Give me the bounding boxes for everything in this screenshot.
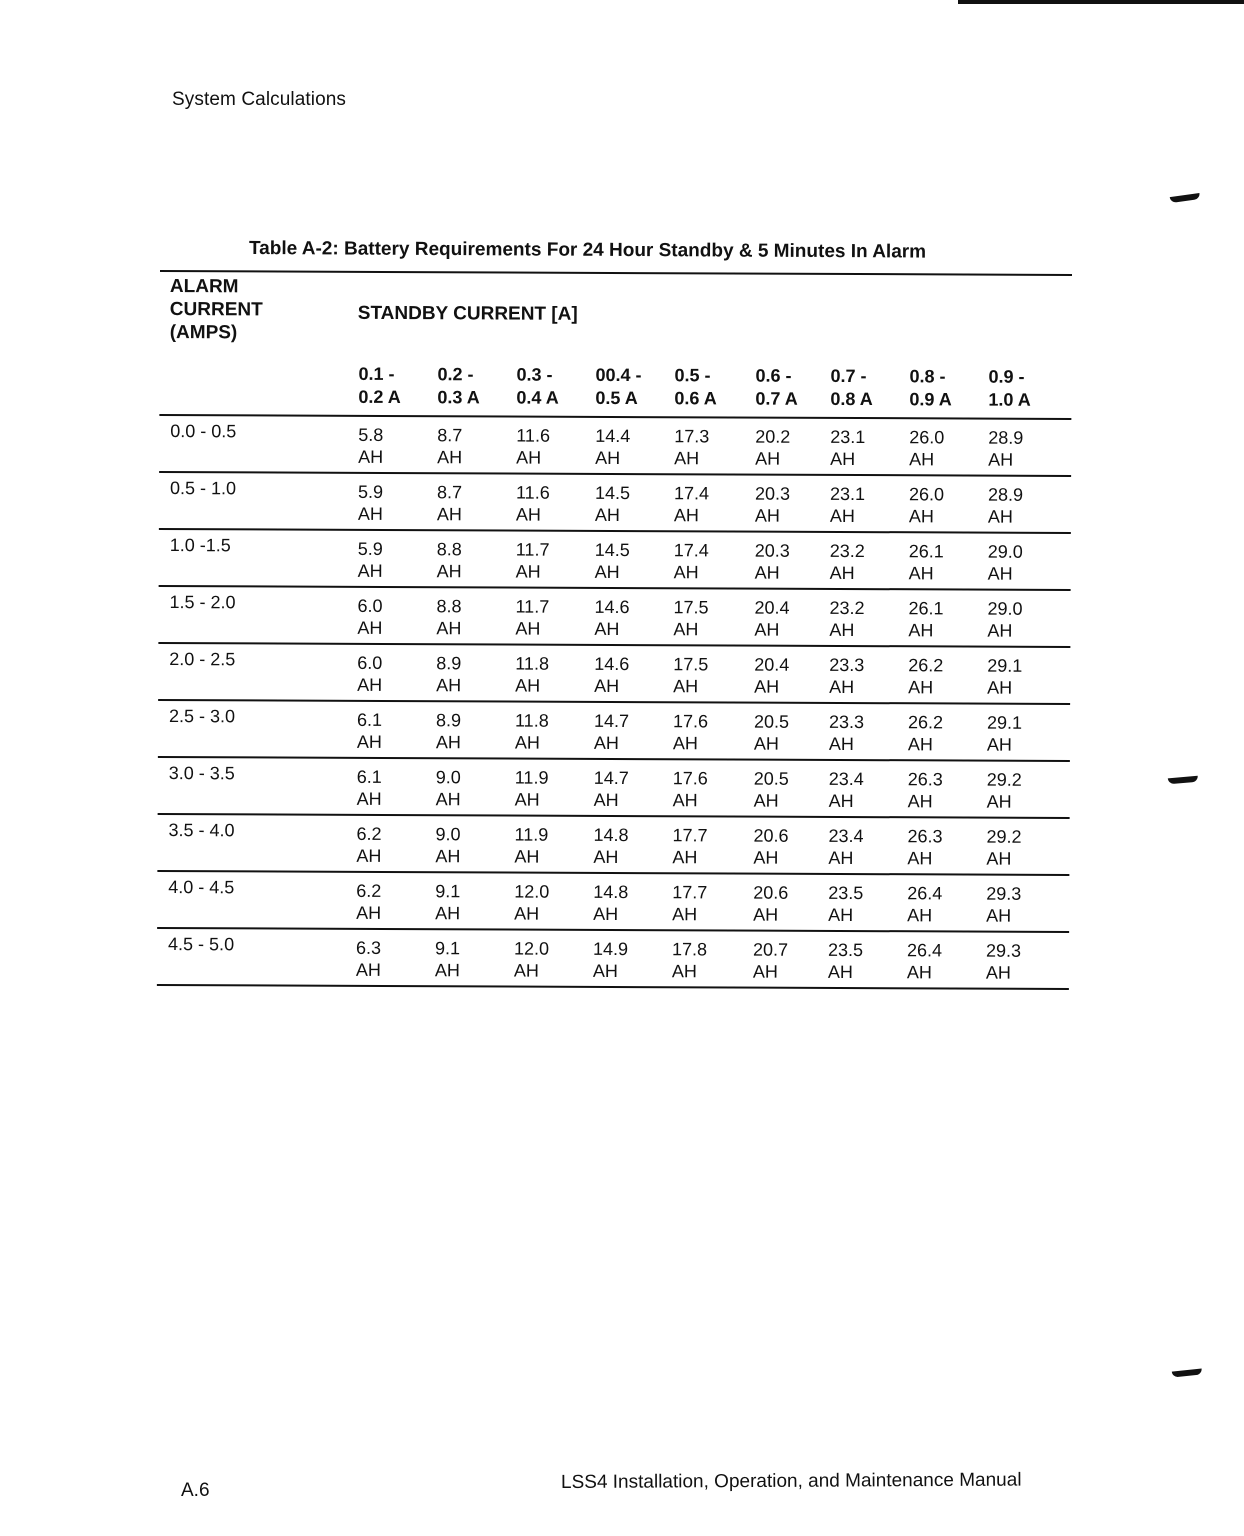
table-cell: 17.4 AH: [673, 540, 709, 583]
table-cell: 29.1 AH: [986, 712, 1023, 755]
table-cell: 6.2 AH: [356, 880, 382, 923]
table-cell: 23.4 AH: [828, 825, 864, 869]
table-cell: 14.8 AH: [593, 881, 629, 925]
table-cell: 23.3 AH: [829, 654, 865, 698]
table-cell: 6.1 AH: [356, 709, 383, 752]
table-cell: 26.2 AH: [907, 712, 944, 755]
standby-column-header: 0.2 - 0.3 A: [437, 364, 480, 408]
table-cell: 29.0 AH: [987, 541, 1023, 584]
table-row: [157, 815, 1069, 876]
table-cell: 20.4 AH: [754, 654, 790, 697]
table-cell: 23.3 AH: [828, 711, 865, 755]
table-cell: 8.8 AH: [436, 596, 462, 639]
table-cell: 26.4 AH: [907, 883, 943, 926]
standby-column-header: 0.9 - 1.0 A: [988, 366, 1031, 410]
table-cell: 17.6 AH: [672, 768, 708, 811]
alarm-current-range: 1.5 - 2.0: [169, 592, 236, 613]
punch-hole-mark: [1170, 193, 1201, 203]
table-row: [159, 530, 1071, 591]
table-cell: 8.7 AH: [437, 425, 463, 468]
table-cell: 17.6 AH: [672, 711, 709, 754]
table-cell: 9.1 AH: [434, 938, 461, 981]
table-cell: 6.1 AH: [356, 766, 382, 809]
table-cell: 6.2 AH: [356, 823, 382, 866]
table-cell: 29.3 AH: [986, 883, 1022, 926]
table-cell: 20.4 AH: [754, 597, 790, 640]
table-cell: 20.6 AH: [753, 825, 789, 868]
table-row: [159, 473, 1071, 534]
table-cell: 14.7 AH: [593, 710, 630, 754]
table-cell: 26.1 AH: [908, 598, 944, 641]
table-cell: 26.4 AH: [906, 940, 943, 983]
table-cell: 28.9 AH: [987, 484, 1024, 527]
alarm-current-range: 0.0 - 0.5: [170, 421, 237, 442]
table-cell: 26.3 AH: [907, 826, 943, 869]
table-cell: 5.9 AH: [357, 538, 383, 581]
table-cell: 8.7 AH: [436, 482, 463, 525]
table-cell: 20.5 AH: [753, 768, 789, 811]
table-cell: 5.8 AH: [358, 424, 384, 467]
table-cell: 17.8 AH: [671, 939, 708, 982]
table-cell: 23.2 AH: [829, 597, 865, 641]
table-cell: 14.5 AH: [594, 539, 630, 583]
table-cell: 9.1 AH: [435, 881, 461, 924]
table-row: [158, 587, 1070, 648]
standby-column-header: 0.1 - 0.2 A: [358, 363, 401, 408]
table-cell: 8.9 AH: [435, 710, 462, 753]
standby-column-header: 0.6 - 0.7 A: [755, 365, 798, 409]
table-cell: 11.7 AH: [515, 539, 550, 582]
table-row: [158, 758, 1070, 819]
table-cell: 23.2 AH: [829, 540, 865, 584]
alarm-current-range: 2.5 - 3.0: [169, 706, 236, 727]
table-cell: 14.4 AH: [595, 425, 631, 469]
table-header: [159, 272, 1072, 418]
scan-edge-line: [958, 0, 1244, 4]
table-row: [157, 929, 1069, 990]
table-row: [158, 701, 1070, 762]
table-row: [158, 644, 1070, 705]
table-cell: 20.2 AH: [755, 426, 791, 469]
table-cell: 17.4 AH: [673, 483, 710, 526]
table-cell: 12.0 AH: [513, 938, 550, 981]
table-body: [157, 416, 1071, 990]
table-cell: 23.5 AH: [828, 882, 864, 926]
table-cell: 11.9 AH: [514, 824, 549, 867]
table-cell: 14.6 AH: [594, 653, 630, 697]
table-cell: 12.0 AH: [514, 881, 550, 924]
table-cell: 14.5 AH: [594, 482, 631, 526]
table-cell: 29.2 AH: [986, 769, 1022, 812]
alarm-current-range: 2.0 - 2.5: [169, 649, 236, 670]
table-cell: 14.9 AH: [592, 938, 629, 982]
table-cell: 20.5 AH: [753, 711, 790, 754]
table-cell: 29.3 AH: [985, 940, 1022, 983]
punch-hole-mark: [1172, 1368, 1202, 1377]
table-cell: 11.9 AH: [514, 767, 549, 810]
standby-column-header: 0.8 - 0.9 A: [909, 366, 952, 410]
punch-hole-mark: [1168, 776, 1198, 785]
table-row: [159, 416, 1071, 477]
table-cell: 26.3 AH: [907, 769, 943, 812]
table-cell: 23.4 AH: [828, 768, 864, 812]
table-cell: 6.0 AH: [357, 652, 383, 695]
table-cell: 23.1 AH: [830, 426, 866, 470]
table-cell: 26.0 AH: [909, 427, 945, 470]
battery-requirements-table: [157, 270, 1072, 990]
table-cell: 11.6 AH: [515, 482, 550, 525]
table-cell: 8.9 AH: [436, 653, 462, 696]
table-cell: 17.5 AH: [673, 654, 709, 697]
page-header: System Calculations: [172, 89, 347, 110]
alarm-current-range: 3.5 - 4.0: [168, 820, 235, 841]
standby-column-header: 0.3 - 0.4 A: [516, 364, 559, 408]
standby-current-header: STANDBY CURRENT [A]: [357, 302, 578, 325]
table-cell: 9.0 AH: [435, 824, 461, 867]
table-cell: 11.8 AH: [514, 710, 549, 753]
table-cell: 20.3 AH: [754, 540, 790, 583]
table-cell: 26.1 AH: [908, 541, 944, 584]
table-cell: 11.6 AH: [516, 425, 551, 468]
manual-title: LSS4 Installation, Operation, and Maintenance Manual: [560, 1469, 1022, 1493]
table-cell: 14.6 AH: [594, 596, 630, 640]
table-cell: 6.0 AH: [357, 595, 383, 638]
alarm-current-header: ALARM CURRENT (AMPS): [169, 276, 263, 344]
table-cell: 26.0 AH: [908, 484, 945, 527]
table-cell: 26.2 AH: [908, 655, 944, 698]
table-caption: Table A-2: Battery Requirements For 24 Hour Standby & 5 Minutes In Alarm: [248, 238, 927, 263]
table-cell: 23.1 AH: [829, 483, 866, 527]
page-number: A.6: [181, 1480, 210, 1501]
table-cell: 20.7 AH: [752, 939, 789, 982]
table-cell: 14.8 AH: [593, 824, 629, 868]
standby-column-header: 0.7 - 0.8 A: [830, 365, 873, 410]
alarm-current-range: 4.0 - 4.5: [168, 877, 235, 898]
table-cell: 29.2 AH: [986, 826, 1022, 869]
table-cell: 11.8 AH: [515, 653, 550, 696]
table-cell: 6.3 AH: [355, 937, 382, 980]
table-row: [157, 872, 1069, 933]
table-cell: 5.9 AH: [357, 481, 384, 524]
table-cell: 29.1 AH: [987, 655, 1023, 698]
standby-column-header: 0.5 - 0.6 A: [674, 365, 717, 409]
table-cell: 28.9 AH: [988, 427, 1024, 470]
table-cell: 9.0 AH: [435, 767, 461, 810]
table-cell: 29.0 AH: [987, 598, 1023, 641]
table-cell: 20.6 AH: [753, 882, 789, 925]
table-cell: 14.7 AH: [593, 767, 629, 811]
alarm-current-range: 1.0 -1.5: [169, 535, 231, 556]
table-cell: 23.5 AH: [827, 939, 864, 983]
table-cell: 11.7 AH: [515, 596, 550, 639]
table-cell: 17.3 AH: [674, 426, 710, 469]
alarm-current-range: 0.5 - 1.0: [170, 478, 237, 499]
alarm-current-range: 4.5 - 5.0: [168, 934, 235, 955]
table-cell: 8.8 AH: [436, 539, 462, 582]
table-cell: 20.3 AH: [754, 483, 791, 526]
table-cell: 17.7 AH: [672, 882, 708, 925]
table-cell: 17.5 AH: [673, 597, 709, 640]
standby-column-header: 00.4 - 0.5 A: [595, 364, 642, 409]
table-cell: 17.7 AH: [672, 825, 708, 868]
alarm-current-range: 3.0 - 3.5: [168, 763, 235, 784]
